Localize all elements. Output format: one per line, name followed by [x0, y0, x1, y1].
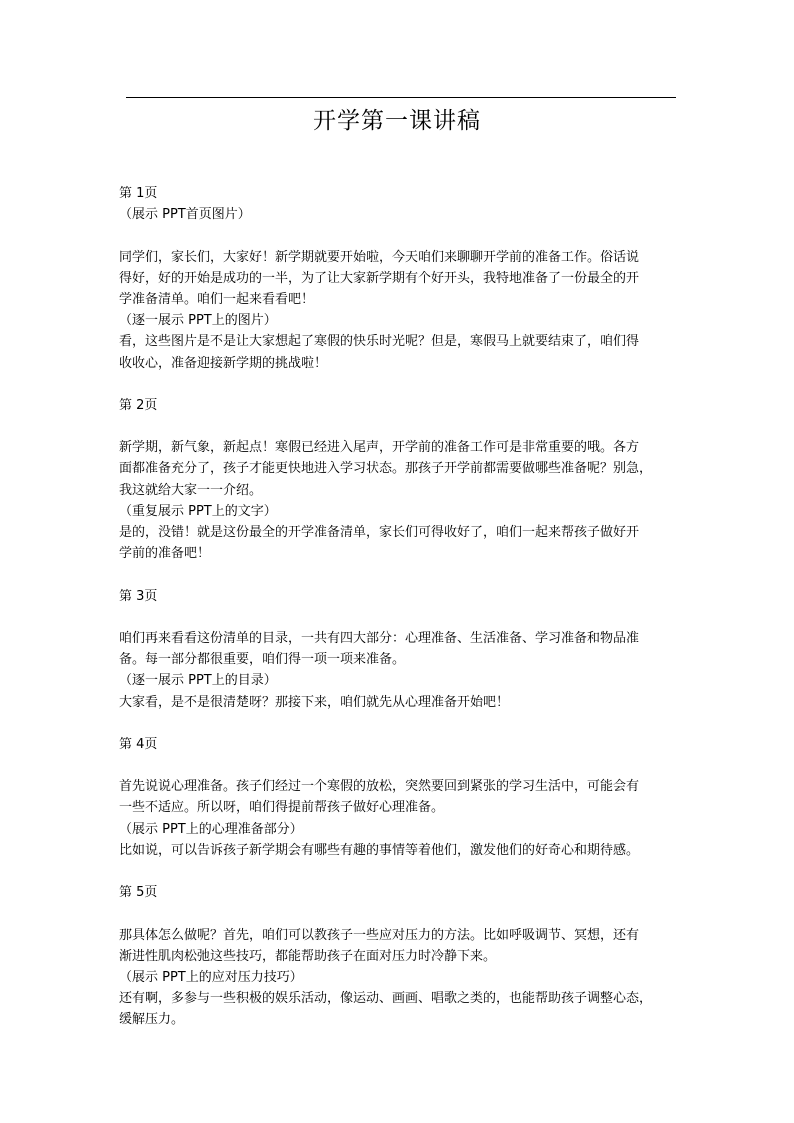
- text-line: 新学期，新气象，新起点！寒假已经进入尾声，开学前的准备工作可是非常重要的哦。各方: [119, 440, 640, 456]
- text-line: 一些不适应。所以呀，咱们得提前帮孩子做好心理准备。: [119, 800, 445, 816]
- text-line: 学前的准备吧！: [119, 546, 211, 562]
- text-line: 看，这些图片是不是让大家想起了寒假的快乐时光呢？但是，寒假马上就要结束了，咱们得: [119, 334, 640, 350]
- text-line: （重复展示 PPT上的文字）: [119, 503, 277, 519]
- text-line: 比如说，可以告诉孩子新学期会有哪些有趣的事情等着他们，激发他们的好奇心和期待感。: [119, 842, 640, 858]
- document-body: [119, 183, 679, 1031]
- blank-line: [119, 374, 679, 395]
- text-line: 缓解压力。: [119, 1012, 185, 1028]
- blank-line: [119, 416, 679, 437]
- text-line: 首先说说心理准备。孩子们经过一个寒假的放松，突然要回到紧张的学习生活中，可能会有: [119, 779, 640, 795]
- text-line: 得好，好的开始是成功的一半，为了让大家新学期有个好开头，我特地准备了一份最全的开: [119, 270, 640, 286]
- text-line: 第 1页: [119, 186, 158, 201]
- text-line: 备。每一部分都很重要，咱们得一项一项来准备。: [119, 652, 406, 668]
- text-line: 是的，没错！就是这份最全的开学准备清单，家长们可得收好了，咱们一起来帮孩子做好开: [119, 525, 640, 540]
- text-line: 第 3页: [119, 588, 158, 604]
- text-line: 第 5页: [119, 885, 158, 901]
- text-line: 第 4页: [119, 736, 158, 752]
- header-rule: [126, 97, 676, 98]
- text-line: （展示 PPT首页图片）: [119, 207, 251, 223]
- blank-line: [119, 903, 679, 924]
- text-line: 同学们，家长们，大家好！新学期就要开始啦，今天咱们来聊聊开学前的准备工作。俗话说: [119, 249, 640, 265]
- text-line: 还有啊，多参与一些积极的娱乐活动，像运动、画画、唱歌之类的，也能帮助孩子调整心态，: [119, 991, 653, 1007]
- page-title: 开学第一课讲稿: [313, 108, 481, 134]
- text-line: 渐进性肌肉松弛这些技巧，都能帮助孩子在面对压力时冷静下来。: [119, 948, 497, 964]
- text-line: （展示 PPT上的心理准备部分）: [119, 821, 303, 837]
- text-line: 我这就给大家一一介绍。: [119, 482, 263, 498]
- blank-line: [119, 861, 679, 882]
- text-line: 收收心，准备迎接新学期的挑战啦！: [119, 355, 328, 371]
- text-line: 面都准备充分了，孩子才能更快地进入学习状态。那孩子开学前都需要做哪些准备呢？别急，: [119, 461, 653, 477]
- text-line: （逐一展示 PPT上的目录）: [119, 673, 277, 689]
- blank-line: [119, 755, 679, 776]
- text-line: 学准备清单。咱们一起来看看吧！: [119, 291, 315, 307]
- text-line: 咱们再来看看这份清单的目录，一共有四大部分：心理准备、生活准备、学习准备和物品准: [119, 630, 640, 646]
- text-line: （逐一展示 PPT上的图片）: [119, 313, 277, 329]
- blank-line: [119, 564, 679, 585]
- blank-line: [119, 607, 679, 628]
- text-line: 大家看，是不是很清楚呀？那接下来，咱们就先从心理准备开始吧！: [119, 694, 510, 710]
- blank-line: [119, 225, 679, 246]
- text-line: 第 2页: [119, 397, 158, 413]
- text-line: 那具体怎么做呢？首先，咱们可以教孩子一些应对压力的方法。比如呼吸调节、冥想，还有: [119, 927, 640, 943]
- blank-line: [119, 713, 679, 734]
- text-line: （展示 PPT上的应对压力技巧）: [119, 969, 303, 985]
